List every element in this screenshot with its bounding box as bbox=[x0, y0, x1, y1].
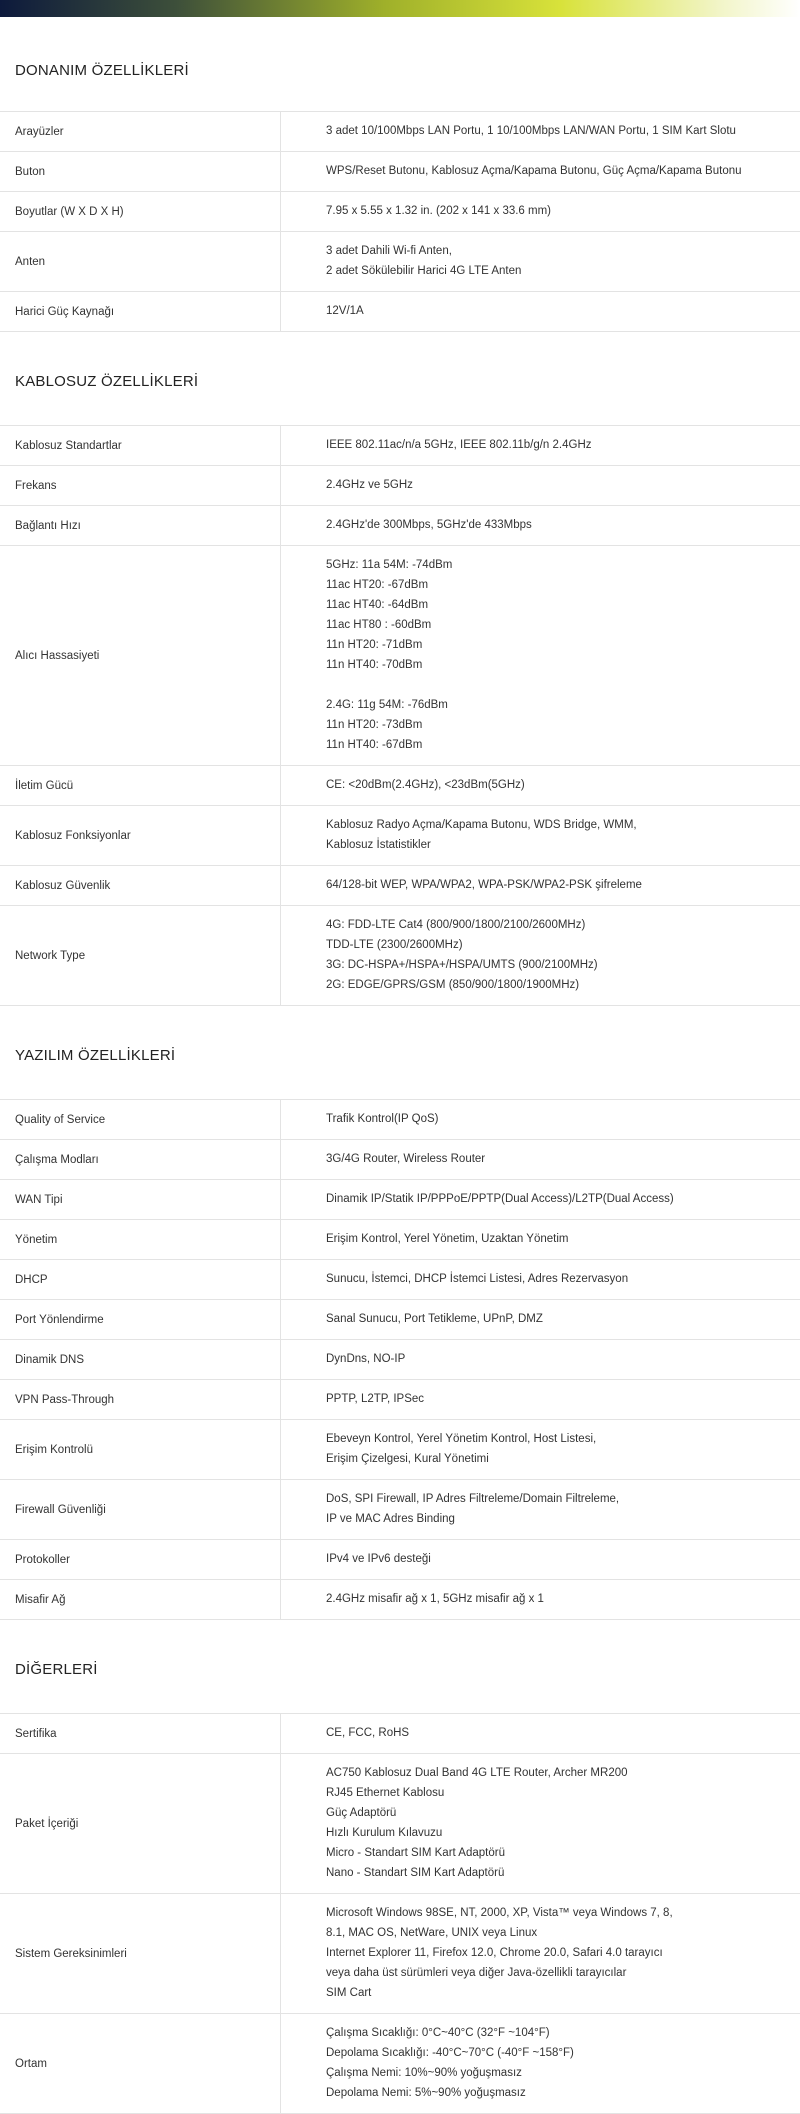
spec-value-line: 3 adet 10/100Mbps LAN Portu, 1 10/100Mbps LAN/WAN Portu, 1 SIM Kart Slotu bbox=[326, 125, 736, 137]
spec-label: Sistem Gereksinimleri bbox=[0, 1894, 281, 2013]
spec-value-line: Depolama Sıcaklığı: -40°C~70°C (-40°F ~158°F) bbox=[326, 2047, 574, 2059]
spec-value bbox=[281, 766, 800, 805]
top-gradient-bar bbox=[0, 0, 800, 17]
spec-label: DHCP bbox=[0, 1260, 281, 1299]
spec-value-line: 64/128-bit WEP, WPA/WPA2, WPA-PSK/WPA2-PSK şifreleme bbox=[326, 879, 642, 891]
spec-value bbox=[281, 292, 800, 331]
spec-label: Boyutlar (W X D X H) bbox=[0, 192, 281, 231]
spec-value bbox=[281, 152, 800, 191]
spec-value-line: Dinamik IP/Statik IP/PPPoE/PPTP(Dual Access)/L2TP(Dual Access) bbox=[326, 1193, 674, 1205]
spec-value bbox=[281, 1754, 800, 1893]
spec-label: WAN Tipi bbox=[0, 1180, 281, 1219]
spec-value bbox=[281, 1714, 800, 1753]
spec-value-line: IP ve MAC Adres Binding bbox=[326, 1513, 455, 1525]
spec-row bbox=[0, 1714, 800, 1754]
spec-value bbox=[281, 806, 800, 865]
spec-value-line: DoS, SPI Firewall, IP Adres Filtreleme/Domain Filtreleme, bbox=[326, 1493, 620, 1505]
spec-label: Firewall Güvenliği bbox=[0, 1480, 281, 1539]
spec-value-line: TDD-LTE (2300/2600MHz) bbox=[326, 939, 463, 951]
spec-content bbox=[0, 17, 800, 2114]
spec-row bbox=[0, 1540, 800, 1580]
spec-value-line: Kablosuz Radyo Açma/Kapama Butonu, WDS Bridge, WMM, bbox=[326, 819, 637, 831]
spec-label: İletim Gücü bbox=[0, 766, 281, 805]
spec-row bbox=[0, 506, 800, 546]
spec-value bbox=[281, 506, 800, 545]
spec-value-line: IEEE 802.11ac/n/a 5GHz, IEEE 802.11b/g/n 2.4GHz bbox=[326, 439, 592, 451]
spec-label: Çalışma Modları bbox=[0, 1140, 281, 1179]
spec-value-line: Çalışma Nemi: 10%~90% yoğuşmasız bbox=[326, 2067, 522, 2079]
spec-value-line: Sanal Sunucu, Port Tetikleme, UPnP, DMZ bbox=[326, 1313, 543, 1325]
spec-value-line: Nano - Standart SIM Kart Adaptörü bbox=[326, 1867, 505, 1879]
spec-value bbox=[281, 1340, 800, 1379]
spec-label: Ortam bbox=[0, 2014, 281, 2113]
spec-label: Bağlantı Hızı bbox=[0, 506, 281, 545]
spec-row bbox=[0, 2014, 800, 2114]
spec-value bbox=[281, 426, 800, 465]
spec-value bbox=[281, 1260, 800, 1299]
spec-row bbox=[0, 1380, 800, 1420]
spec-row bbox=[0, 1260, 800, 1300]
spec-value-line: Erişim Kontrol, Yerel Yönetim, Uzaktan Yönetim bbox=[326, 1233, 569, 1245]
spec-value-line: Microsoft Windows 98SE, NT, 2000, XP, Vista™ veya Windows 7, 8, bbox=[326, 1907, 673, 1919]
spec-label: Kablosuz Fonksiyonlar bbox=[0, 806, 281, 865]
spec-value bbox=[281, 546, 800, 765]
spec-label: Yönetim bbox=[0, 1220, 281, 1259]
section-title: YAZILIM ÖZELLİKLERİ bbox=[0, 1006, 800, 1100]
spec-row bbox=[0, 1420, 800, 1480]
spec-value-line: 2.4GHz'de 300Mbps, 5GHz'de 433Mbps bbox=[326, 519, 532, 531]
spec-value-line: CE: <20dBm(2.4GHz), <23dBm(5GHz) bbox=[326, 779, 525, 791]
spec-row bbox=[0, 1300, 800, 1340]
spec-label: Protokoller bbox=[0, 1540, 281, 1579]
spec-label: Kablosuz Güvenlik bbox=[0, 866, 281, 905]
spec-value-line: Trafik Kontrol(IP QoS) bbox=[326, 1113, 439, 1125]
spec-value bbox=[281, 1420, 800, 1479]
spec-value-line: Micro - Standart SIM Kart Adaptörü bbox=[326, 1847, 505, 1859]
spec-label: VPN Pass-Through bbox=[0, 1380, 281, 1419]
spec-value bbox=[281, 192, 800, 231]
spec-row bbox=[0, 152, 800, 192]
spec-value-line: 5GHz: 11a 54M: -74dBm bbox=[326, 559, 453, 571]
spec-row bbox=[0, 292, 800, 332]
spec-label: Frekans bbox=[0, 466, 281, 505]
spec-row bbox=[0, 426, 800, 466]
spec-value-line: 8.1, MAC OS, NetWare, UNIX veya Linux bbox=[326, 1927, 538, 1939]
spec-value-line bbox=[326, 675, 800, 695]
spec-value-line: 4G: FDD-LTE Cat4 (800/900/1800/2100/2600MHz) bbox=[326, 919, 586, 931]
spec-row bbox=[0, 906, 800, 1006]
spec-row bbox=[0, 766, 800, 806]
spec-value-line: Erişim Çizelgesi, Kural Yönetimi bbox=[326, 1453, 489, 1465]
spec-value-line: Depolama Nemi: 5%~90% yoğuşmasız bbox=[326, 2087, 526, 2099]
spec-value bbox=[281, 112, 800, 151]
spec-value bbox=[281, 1140, 800, 1179]
spec-label: Kablosuz Standartlar bbox=[0, 426, 281, 465]
spec-value-line: SIM Cart bbox=[326, 1987, 372, 1999]
spec-row bbox=[0, 466, 800, 506]
section-title: DONANIM ÖZELLİKLERİ bbox=[0, 17, 800, 112]
spec-value-line: AC750 Kablosuz Dual Band 4G LTE Router, Archer MR200 bbox=[326, 1767, 628, 1779]
spec-value-line: 11ac HT40: -64dBm bbox=[326, 599, 429, 611]
spec-value-line: 11n HT20: -71dBm bbox=[326, 639, 423, 651]
spec-value-line: 7.95 x 5.55 x 1.32 in. (202 x 141 x 33.6 mm) bbox=[326, 205, 552, 217]
spec-value-line: 12V/1A bbox=[326, 305, 364, 317]
spec-row bbox=[0, 806, 800, 866]
spec-value bbox=[281, 232, 800, 291]
spec-label: Arayüzler bbox=[0, 112, 281, 151]
spec-value bbox=[281, 906, 800, 1005]
spec-value-line: Sunucu, İstemci, DHCP İstemci Listesi, Adres Rezervasyon bbox=[326, 1273, 629, 1285]
spec-value bbox=[281, 1894, 800, 2013]
spec-label: Paket İçeriği bbox=[0, 1754, 281, 1893]
spec-row bbox=[0, 1140, 800, 1180]
spec-value-line: Güç Adaptörü bbox=[326, 1807, 397, 1819]
spec-value bbox=[281, 2014, 800, 2113]
spec-row bbox=[0, 1220, 800, 1260]
spec-value-line: 11ac HT80 : -60dBm bbox=[326, 619, 432, 631]
spec-value-line: Internet Explorer 11, Firefox 12.0, Chrome 20.0, Safari 4.0 tarayıcı bbox=[326, 1947, 663, 1959]
spec-label: Dinamik DNS bbox=[0, 1340, 281, 1379]
spec-row bbox=[0, 546, 800, 766]
spec-row bbox=[0, 192, 800, 232]
spec-value-line: DynDns, NO-IP bbox=[326, 1353, 406, 1365]
spec-label: Misafir Ağ bbox=[0, 1580, 281, 1619]
section-title: KABLOSUZ ÖZELLİKLERİ bbox=[0, 332, 800, 426]
spec-value bbox=[281, 1540, 800, 1579]
spec-value bbox=[281, 466, 800, 505]
spec-value-line: 2G: EDGE/GPRS/GSM (850/900/1800/1900MHz) bbox=[326, 979, 580, 991]
spec-value bbox=[281, 1180, 800, 1219]
spec-value-line: 11n HT40: -67dBm bbox=[326, 739, 423, 751]
spec-value-line: 3 adet Dahili Wi-fi Anten, bbox=[326, 245, 452, 257]
spec-label: Quality of Service bbox=[0, 1100, 281, 1139]
spec-value bbox=[281, 1300, 800, 1339]
spec-value-line: IPv4 ve IPv6 desteği bbox=[326, 1553, 431, 1565]
spec-value-line: Ebeveyn Kontrol, Yerel Yönetim Kontrol, Host Listesi, bbox=[326, 1433, 597, 1445]
spec-value-line: CE, FCC, RoHS bbox=[326, 1727, 410, 1739]
spec-row bbox=[0, 1894, 800, 2014]
spec-value-line: Çalışma Sıcaklığı: 0°C~40°C (32°F ~104°F) bbox=[326, 2027, 550, 2039]
spec-row bbox=[0, 866, 800, 906]
section-title: DİĞERLERİ bbox=[0, 1620, 800, 1714]
spec-value-line: 2.4GHz ve 5GHz bbox=[326, 479, 413, 491]
spec-row bbox=[0, 1580, 800, 1620]
spec-value-line: 3G: DC-HSPA+/HSPA+/HSPA/UMTS (900/2100MHz) bbox=[326, 959, 598, 971]
spec-value-line: Hızlı Kurulum Kılavuzu bbox=[326, 1827, 443, 1839]
spec-value-line: 11n HT20: -73dBm bbox=[326, 719, 423, 731]
spec-value-line: RJ45 Ethernet Kablosu bbox=[326, 1787, 445, 1799]
spec-value-line: Kablosuz İstatistikler bbox=[326, 839, 431, 851]
spec-value-line: veya daha üst sürümleri veya diğer Java-özellikli tarayıcılar bbox=[326, 1967, 627, 1979]
spec-value bbox=[281, 1380, 800, 1419]
spec-value-line: 2.4GHz misafir ağ x 1, 5GHz misafir ağ x 1 bbox=[326, 1593, 544, 1605]
spec-value bbox=[281, 1580, 800, 1619]
spec-value-line: 2 adet Sökülebilir Harici 4G LTE Anten bbox=[326, 265, 522, 277]
spec-value-line: PPTP, L2TP, IPSec bbox=[326, 1393, 425, 1405]
spec-label: Port Yönlendirme bbox=[0, 1300, 281, 1339]
spec-label: Sertifika bbox=[0, 1714, 281, 1753]
spec-row bbox=[0, 112, 800, 152]
spec-value-line: 11n HT40: -70dBm bbox=[326, 659, 423, 671]
spec-value bbox=[281, 866, 800, 905]
spec-value bbox=[281, 1480, 800, 1539]
spec-row bbox=[0, 1100, 800, 1140]
spec-row bbox=[0, 1340, 800, 1380]
spec-label: Harici Güç Kaynağı bbox=[0, 292, 281, 331]
spec-value-line: 2.4G: 11g 54M: -76dBm bbox=[326, 699, 448, 711]
spec-value-line: WPS/Reset Butonu, Kablosuz Açma/Kapama Butonu, Güç Açma/Kapama Butonu bbox=[326, 165, 742, 177]
spec-row bbox=[0, 1180, 800, 1220]
spec-value-line: 11ac HT20: -67dBm bbox=[326, 579, 429, 591]
spec-label: Erişim Kontrolü bbox=[0, 1420, 281, 1479]
spec-value bbox=[281, 1220, 800, 1259]
spec-row bbox=[0, 1480, 800, 1540]
spec-label: Alıcı Hassasiyeti bbox=[0, 546, 281, 765]
spec-label: Buton bbox=[0, 152, 281, 191]
spec-value bbox=[281, 1100, 800, 1139]
spec-row bbox=[0, 1754, 800, 1894]
spec-label: Anten bbox=[0, 232, 281, 291]
spec-label: Network Type bbox=[0, 906, 281, 1005]
spec-value-line: 3G/4G Router, Wireless Router bbox=[326, 1153, 486, 1165]
spec-row bbox=[0, 232, 800, 292]
